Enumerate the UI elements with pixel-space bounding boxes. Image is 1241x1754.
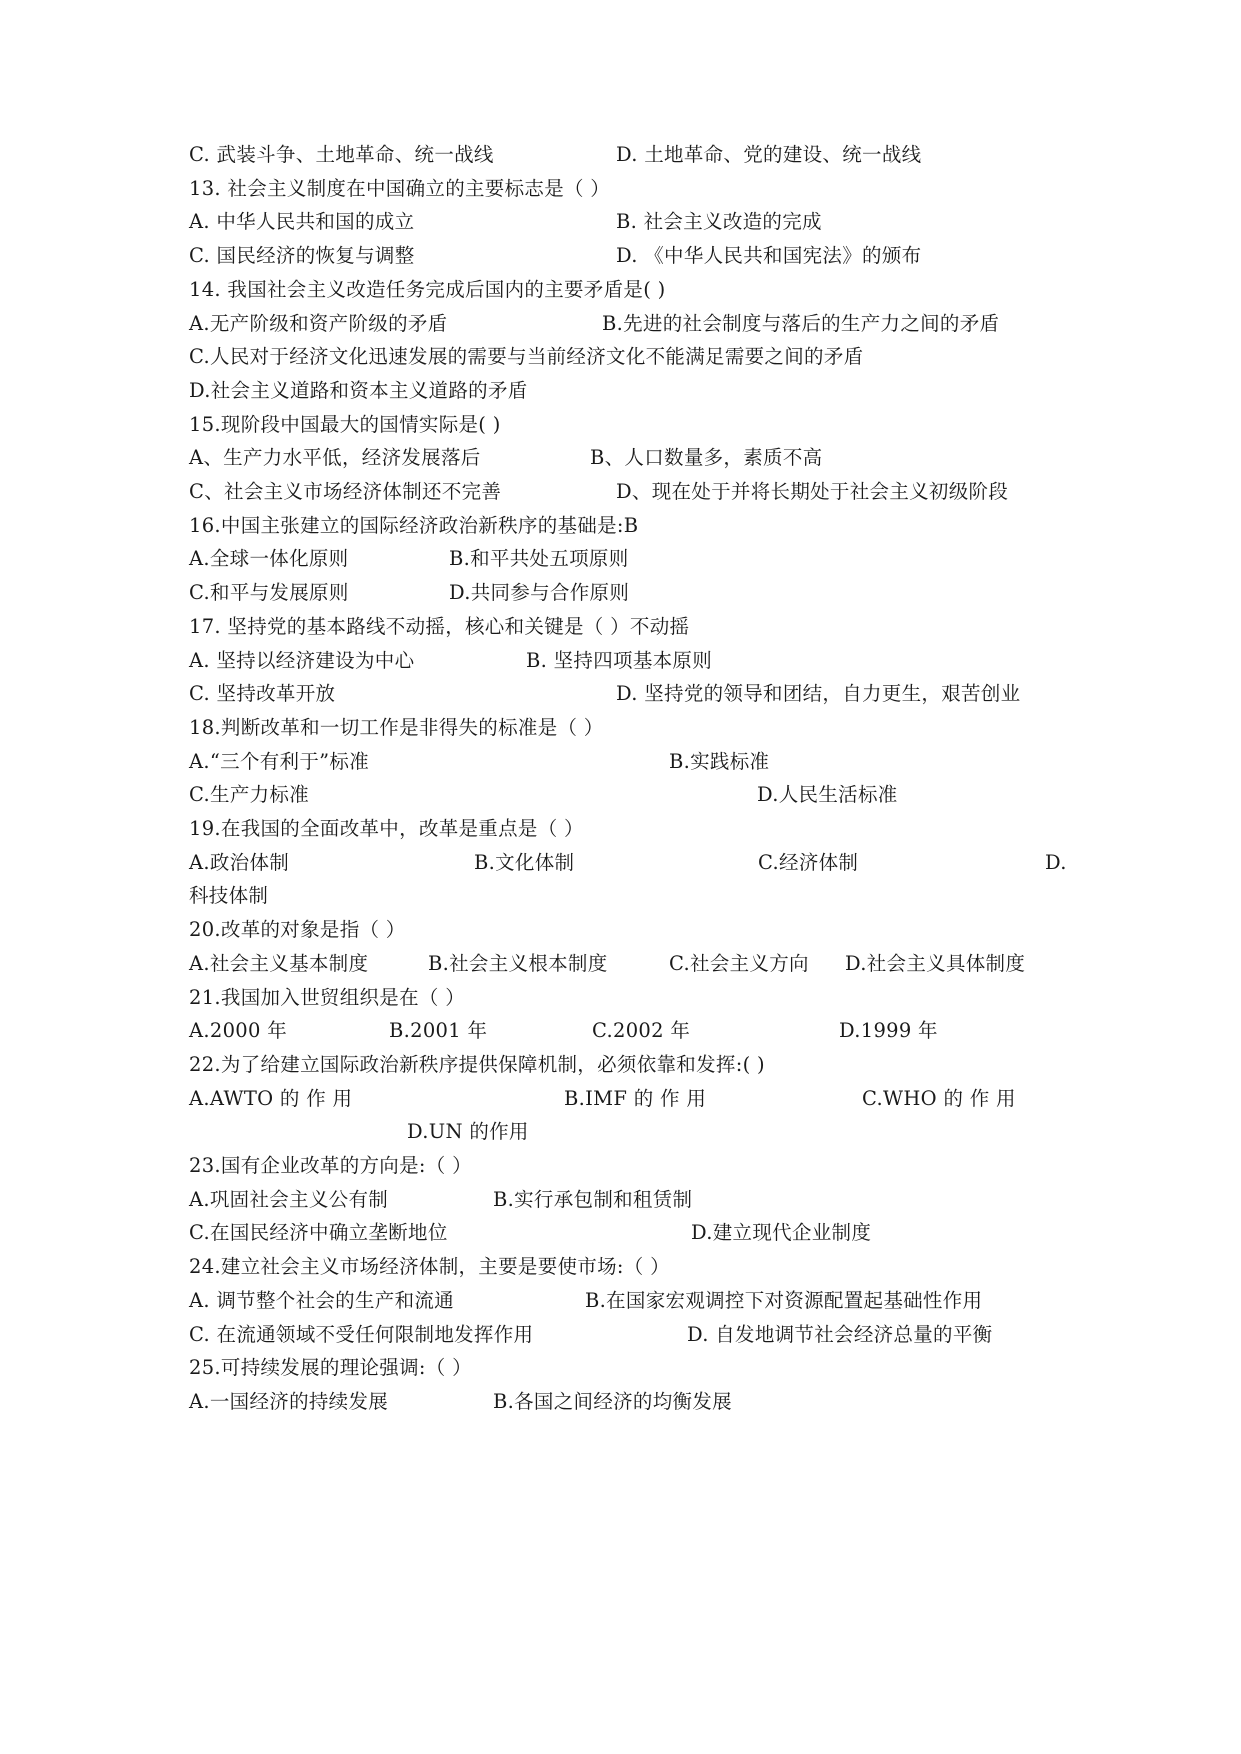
text-line: B. 坚持四项基本原则 <box>526 648 713 672</box>
text-line: C.人民对于经济文化迅速发展的需要与当前经济文化不能满足需要之间的矛盾 <box>189 345 864 369</box>
text-line: D.社会主义道路和资本主义道路的矛盾 <box>189 378 528 402</box>
text-line: A.社会主义基本制度 <box>189 951 369 975</box>
text-line: B.先进的社会制度与落后的生产力之间的矛盾 <box>602 311 1000 335</box>
text-line: C.在国民经济中确立垄断地位 <box>189 1221 448 1245</box>
text-line: A.“三个有利于”标准 <box>189 749 370 773</box>
text-line: D. 土地革命、党的建设、统一战线 <box>616 143 922 166</box>
text-line: D.共同参与合作原则 <box>449 581 630 605</box>
text-line: A. 坚持以经济建设为中心 <box>189 648 415 672</box>
text-line: A.政治体制 <box>189 850 290 874</box>
text-line: B.各国之间经济的均衡发展 <box>493 1389 732 1413</box>
text-line: D. 坚持党的领导和团结，自力更生，艰苦创业 <box>616 682 1021 706</box>
text-line: A.全球一体化原则 <box>189 547 349 571</box>
text-line: C.和平与发展原则 <box>189 581 349 605</box>
text-line: B.和平共处五项原则 <box>449 547 629 571</box>
text-line: C.社会主义方向 <box>669 951 809 975</box>
text-line: B.在国家宏观调控下对资源配置起基础性作用 <box>585 1288 983 1312</box>
text-line: 24.建立社会主义市场经济体制，主要是要使市场:（ ） <box>189 1255 670 1279</box>
text-line: 17. 坚持党的基本路线不动摇，核心和关键是（ ）不动摇 <box>189 614 690 638</box>
text-line: B.实行承包制和租赁制 <box>493 1187 693 1211</box>
text-line: C、社会主义市场经济体制还不完善 <box>189 480 502 503</box>
text-line: D. 《中华人民共和国宪法》的颁布 <box>616 244 922 268</box>
text-line: D.人民生活标准 <box>757 783 898 807</box>
text-line: A. 中华人民共和国的成立 <box>189 210 415 234</box>
text-line: C. 国民经济的恢复与调整 <box>189 244 415 268</box>
text-line: 18.判断改革和一切工作是非得失的标准是（ ） <box>189 715 604 739</box>
text-line: B. 社会主义改造的完成 <box>616 210 822 234</box>
text-line: D.1999 年 <box>839 1019 938 1043</box>
text-line: A.2000 年 <box>189 1019 288 1043</box>
text-line: C. 在流通领域不受任何限制地发挥作用 <box>189 1322 534 1346</box>
text-line: A.巩固社会主义公有制 <box>189 1187 389 1211</box>
text-line: D.UN 的作用 <box>407 1120 529 1144</box>
text-line: C.WHO 的 作 用 <box>862 1086 1016 1110</box>
text-line: C. 坚持改革开放 <box>189 682 336 706</box>
text-line: 15.现阶段中国最大的国情实际是( ) <box>189 412 501 436</box>
text-line: C.经济体制 <box>758 850 859 874</box>
text-line: A. 调节整个社会的生产和流通 <box>189 1288 454 1312</box>
text-line: A、生产力水平低，经济发展落后 <box>189 446 481 470</box>
text-line: 科技体制 <box>189 884 269 908</box>
text-line: D.建立现代企业制度 <box>691 1221 872 1245</box>
text-line: A.AWTO 的 作 用 <box>189 1086 353 1110</box>
text-line: D. 自发地调节社会经济总量的平衡 <box>687 1322 993 1346</box>
text-line: 21.我国加入世贸组织是在（ ） <box>189 985 466 1009</box>
text-line: B.IMF 的 作 用 <box>564 1086 707 1110</box>
text-line: B.2001 年 <box>389 1019 488 1043</box>
text-line: 13. 社会主义制度在中国确立的主要标志是（ ） <box>189 176 611 200</box>
text-line: C.生产力标准 <box>189 783 310 807</box>
text-line: C.2002 年 <box>592 1019 691 1043</box>
text-line: A.一国经济的持续发展 <box>189 1389 389 1413</box>
text-line: 22.为了给建立国际政治新秩序提供保障机制，必须依靠和发挥:( ) <box>189 1052 765 1076</box>
text-line: 20.改革的对象是指（ ） <box>189 918 406 942</box>
text-line: B.文化体制 <box>474 850 575 874</box>
text-line: D. <box>1045 850 1067 874</box>
text-line: B.实践标准 <box>669 749 770 773</box>
text-line: B.社会主义根本制度 <box>428 951 608 975</box>
text-line: D、现在处于并将长期处于社会主义初级阶段 <box>616 480 1009 503</box>
text-line: 16.中国主张建立的国际经济政治新秩序的基础是:B <box>189 513 639 537</box>
text-line: B、人口数量多，素质不高 <box>590 446 823 470</box>
text-line: 19.在我国的全面改革中，改革是重点是（ ） <box>189 817 584 840</box>
text-line: D.社会主义具体制度 <box>845 951 1026 975</box>
text-line: A.无产阶级和资产阶级的矛盾 <box>189 311 448 335</box>
text-line: 23.国有企业改革的方向是:（ ） <box>189 1154 472 1177</box>
text-line: C. 武装斗争、土地革命、统一战线 <box>189 143 494 166</box>
text-line: 14. 我国社会主义改造任务完成后国内的主要矛盾是( ) <box>189 277 666 301</box>
text-line: 25.可持续发展的理论强调:（ ） <box>189 1356 472 1380</box>
